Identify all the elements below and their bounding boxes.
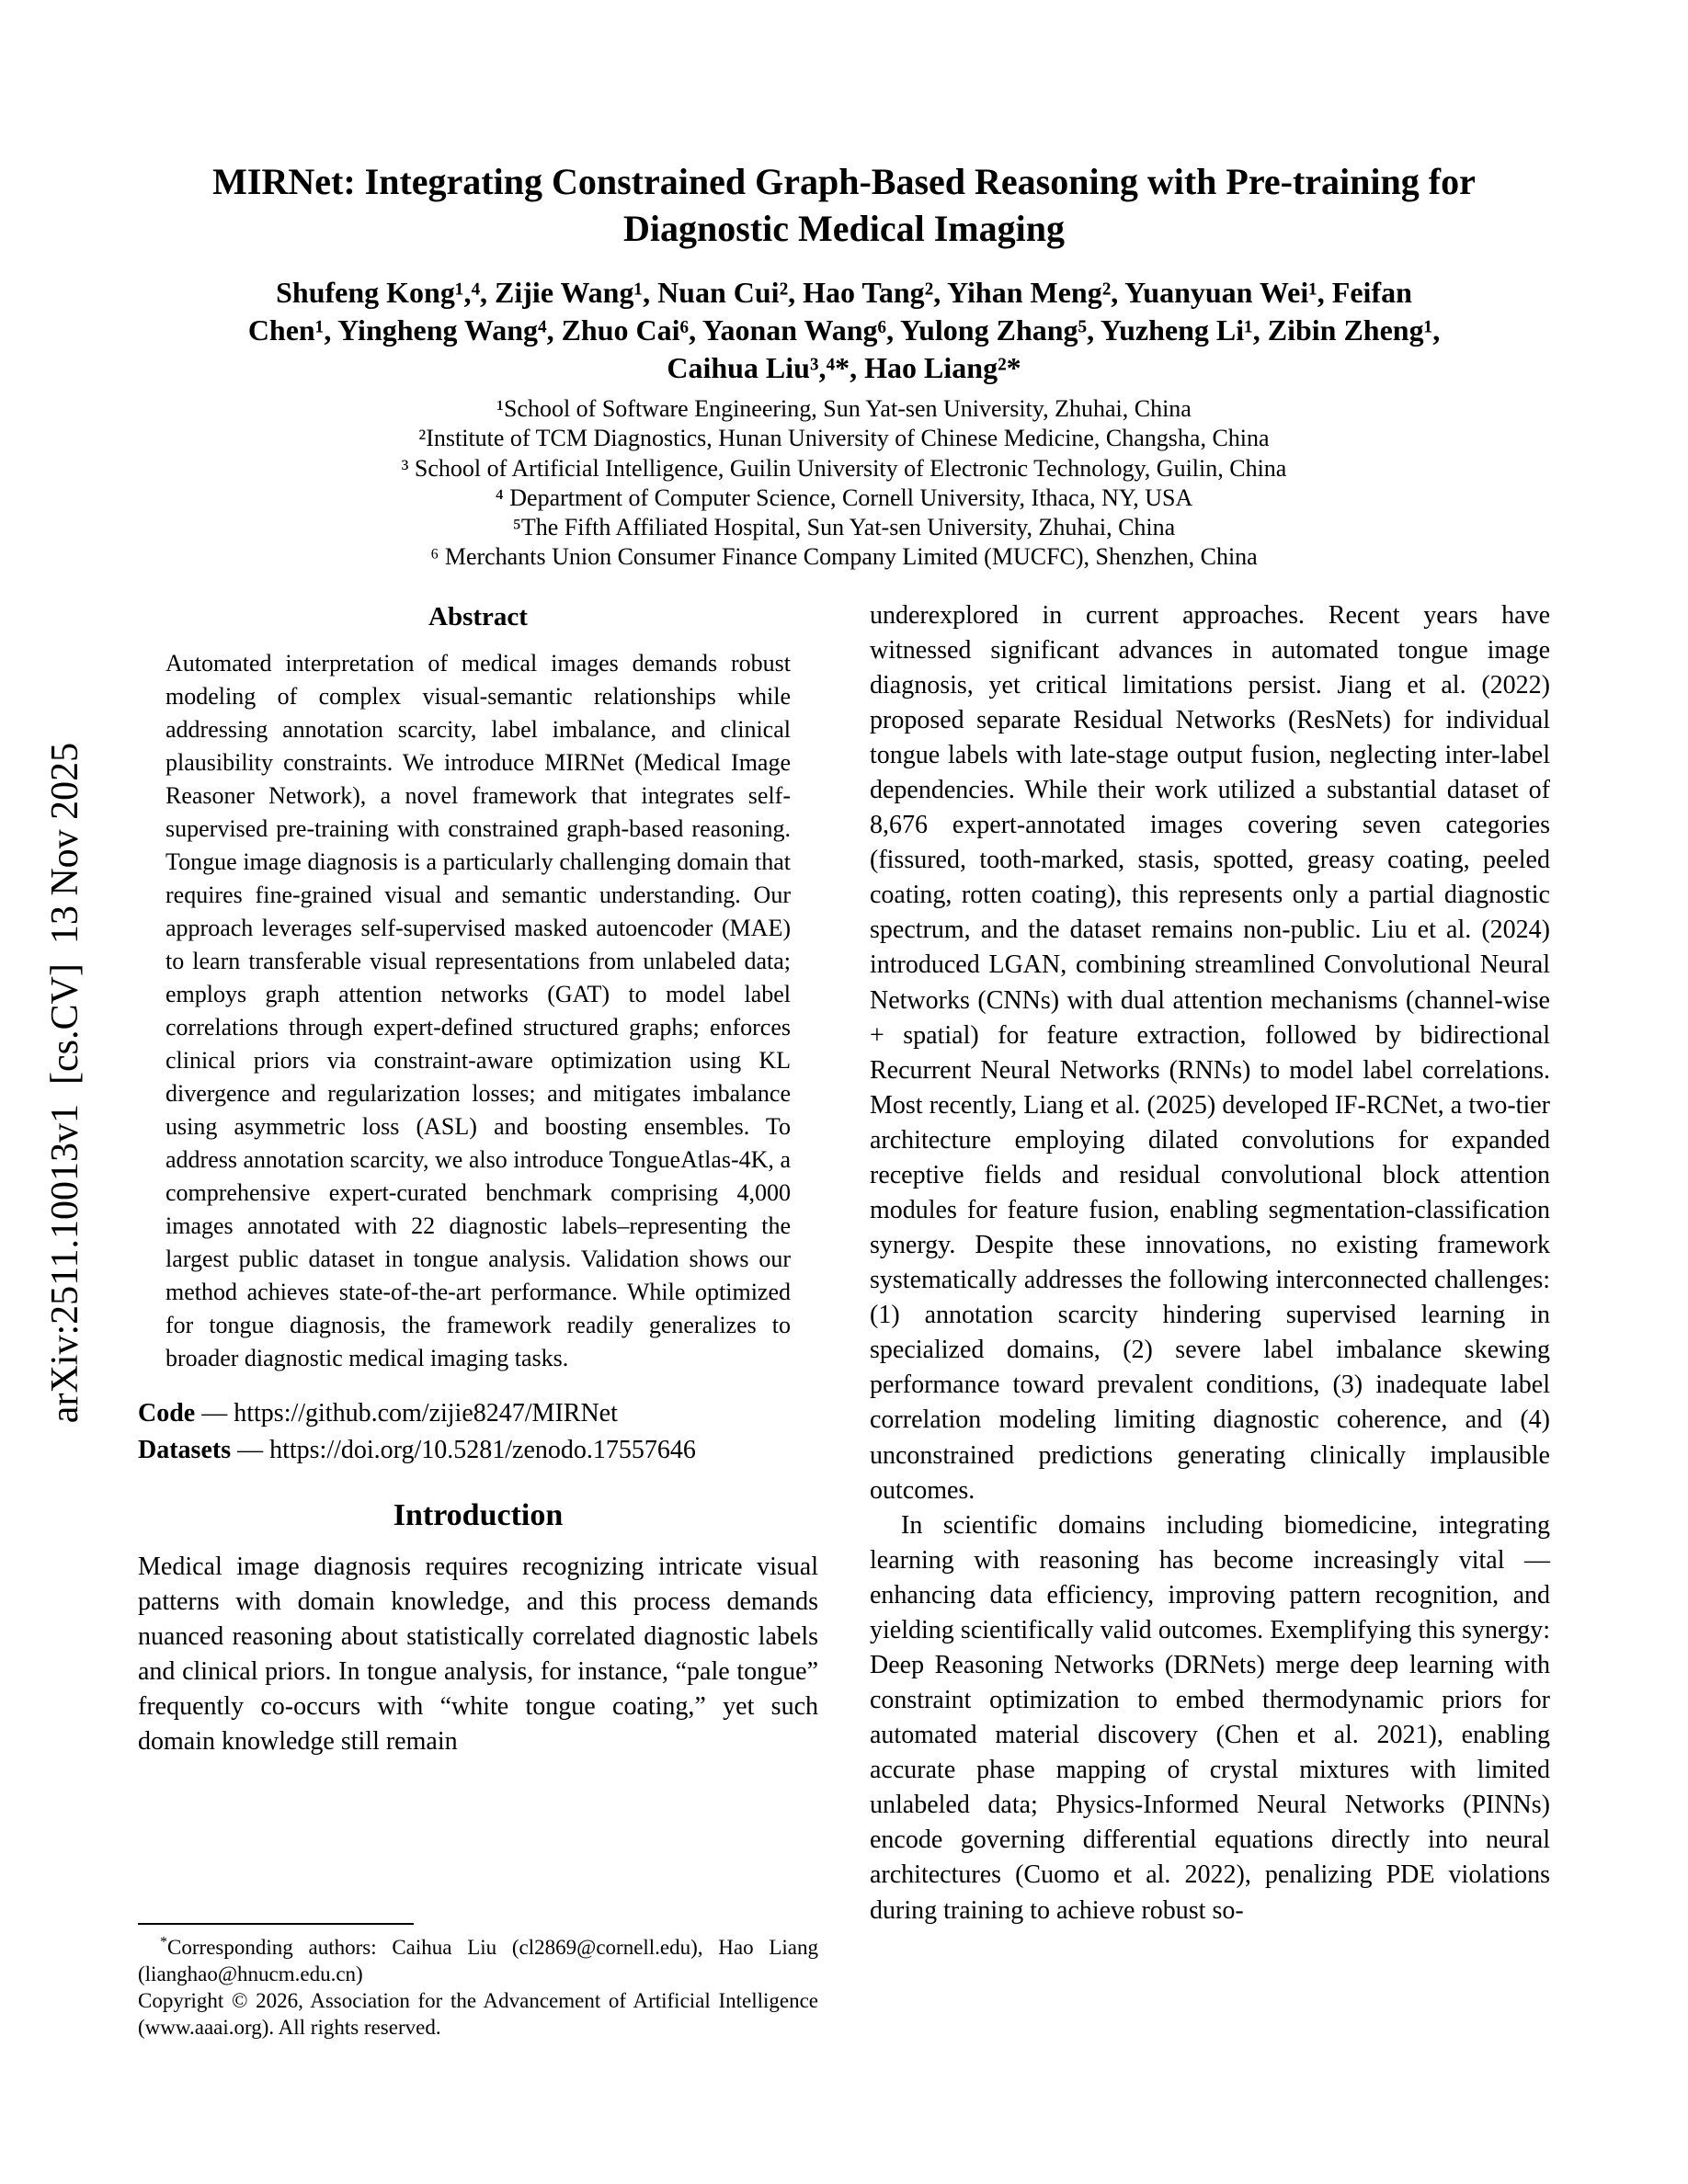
paper-title <box>101 158 1587 252</box>
arxiv-watermark: arXiv:2511.10013v1 [cs.CV] 13 Nov 2025 <box>44 742 86 1424</box>
authors-line: Shufeng Kong¹,⁴, Zijie Wang¹, Nuan Cui², Hao Tang², Yihan Meng², Yuanyuan Wei¹, Feifan <box>276 276 1412 310</box>
two-column-body <box>138 598 1550 2042</box>
affiliation-list <box>0 394 1688 572</box>
footnote-star-marker: * <box>160 1934 168 1951</box>
code-separator: — <box>195 1398 234 1428</box>
code-label: Code <box>138 1398 196 1428</box>
footnote-corresponding <box>138 1934 818 1987</box>
affiliation: ¹School of Software Engineering, Sun Yat-sen University, Zhuhai, China <box>496 395 1192 423</box>
footnote-copyright: Copyright © 2026, Association for the Advancement of Artificial Intelligence (www.aaai.org). All rights reserved. <box>138 1989 818 2040</box>
datasets-label: Datasets <box>138 1435 232 1464</box>
author-list <box>110 274 1578 386</box>
authors-line: Caihua Liu³,⁴*, Hao Liang²* <box>667 350 1021 384</box>
affiliation: ⁶ Merchants Union Consumer Finance Company Limited (MUCFC), Shenzhen, China <box>430 543 1258 571</box>
code-link-row <box>138 1399 818 1428</box>
right-column <box>870 598 1550 2042</box>
paper-title-line2: Diagnostic Medical Imaging <box>623 208 1065 250</box>
footnote-rule <box>138 1923 414 1925</box>
authors-line: Chen¹, Yingheng Wang⁴, Zhuo Cai⁶, Yaonan Wang⁶, Yulong Zhang⁵, Yuzheng Li¹, Zibin Zheng¹, <box>247 313 1441 347</box>
title-block <box>0 0 1688 573</box>
datasets-separator: — <box>231 1435 270 1464</box>
datasets-link-row <box>138 1436 818 1465</box>
affiliation: ⁴ Department of Computer Science, Cornell University, Ithaca, NY, USA <box>495 483 1193 511</box>
affiliation: ³ School of Artificial Intelligence, Guilin University of Electronic Technology, Guilin, China <box>401 454 1287 482</box>
datasets-url-link[interactable]: https://doi.org/10.5281/zenodo.17557646 <box>269 1435 696 1464</box>
body-paragraph: In scientific domains including biomedicine, integrating learning with reasoning has become increasingly vital — enhancing data efficiency, improving pattern recognition, and yielding scientifically valid outcomes. Exemplifying this synergy: Deep Reasoning Networks (DRNets) merge deep learning with constraint optimization to embed thermodynamic priors for automated material discovery (Chen et al. 2021), enabling accurate phase mapping of crystal mixtures with limited unlabeled data; Physics-Informed Neural Networks (PINNs) encode governing differential equations directly into neural architectures (Cuomo et al. 2022), penalizing PDE violations during training to achieve robust so- <box>870 1510 1550 1925</box>
abstract-text: Automated interpretation of medical images demands robust modeling of complex visual-semantic relationships while addressing annotation scarcity, label imbalance, and clinical plausibility constraints. We introduce MIRNet (Medical Image Reasoner Network), a novel framework that integrates self-supervised pre-training with constrained graph-based reasoning. Tongue image diagnosis is a particularly challenging domain that requires fine-grained visual and semantic understanding. Our approach leverages self-supervised masked autoencoder (MAE) to learn transferable visual representations from unlabeled data; employs graph attention networks (GAT) to model label correlations through expert-defined structured graphs; enforces clinical priors via constraint-aware optimization using KL divergence and regularization losses; and mitigates imbalance using asymmetric loss (ASL) and boosting ensembles. To address annotation scarcity, we also introduce TongueAtlas-4K, a comprehensive expert-curated benchmark comprising 4,000 images annotated with 22 diagnostic labels–representing the largest public dataset in tongue analysis. Validation shows our method achieves state-of-the-art performance. While optimized for tongue diagnosis, the framework readily generalizes to broader diagnostic medical imaging tasks. <box>165 649 791 1371</box>
intro-paragraph: Medical image diagnosis requires recognizing intricate visual patterns with domain knowledge, and this process demands nuanced reasoning about statistically correlated diagnostic labels and clinical priors. In tongue analysis, for instance, “pale tongue” frequently co-occurs with “white tongue coating,” yet such domain knowledge still remain <box>138 1552 818 1757</box>
left-column <box>138 598 818 2042</box>
body-paragraph: underexplored in current approaches. Recent years have witnessed significant advances in automated tongue image diagnosis, yet critical limitations persist. Jiang et al. (2022) proposed separate Residual Networks (ResNets) for individual tongue labels with late-stage output fusion, neglecting inter-label dependencies. While their work utilized a substantial dataset of 8,676 expert-annotated images covering seven categories (fissured, tooth-marked, stasis, spotted, greasy coating, peeled coating, rotten coating), this represents only a partial diagnostic spectrum, and the dataset remains non-public. Liu et al. (2024) introduced LGAN, combining streamlined Convolutional Neural Networks (CNNs) with dual attention mechanisms (channel-wise + spatial) for feature extraction, followed by bidirectional Recurrent Neural Networks (RNNs) to model label correlations. Most recently, Liang et al. (2025) developed IF-RCNet, a two-tier architecture employing dilated convolutions for expanded receptive fields and residual convolutional block attention modules for feature fusion, enabling segmentation-classification synergy. Despite these innovations, no existing framework systematically addresses the following interconnected challenges: (1) annotation scarcity hindering supervised learning in specialized domains, (2) severe label imbalance skewing performance toward prevalent conditions, (3) inadequate label correlation modeling limiting diagnostic coherence, and (4) unconstrained predictions generating clinically implausible outcomes. <box>870 600 1550 1505</box>
footnote-block <box>138 1923 818 2042</box>
affiliation: ⁵The Fifth Affiliated Hospital, Sun Yat-sen University, Zhuhai, China <box>512 514 1176 541</box>
introduction-heading: Introduction <box>393 1497 564 1532</box>
abstract-heading: Abstract <box>428 601 528 631</box>
footnote-corresponding-text: Corresponding authors: Caihua Liu (cl2869@cornell.edu), Hao Liang (lianghao@hnucm.edu.cn) <box>138 1935 818 1986</box>
affiliation: ²Institute of TCM Diagnostics, Hunan University of Chinese Medicine, Changsha, China <box>418 425 1270 452</box>
code-url-link[interactable]: https://github.com/zijie8247/MIRNet <box>234 1398 618 1428</box>
paper-title-line1: MIRNet: Integrating Constrained Graph-Based Reasoning with Pre-training for <box>212 161 1476 202</box>
